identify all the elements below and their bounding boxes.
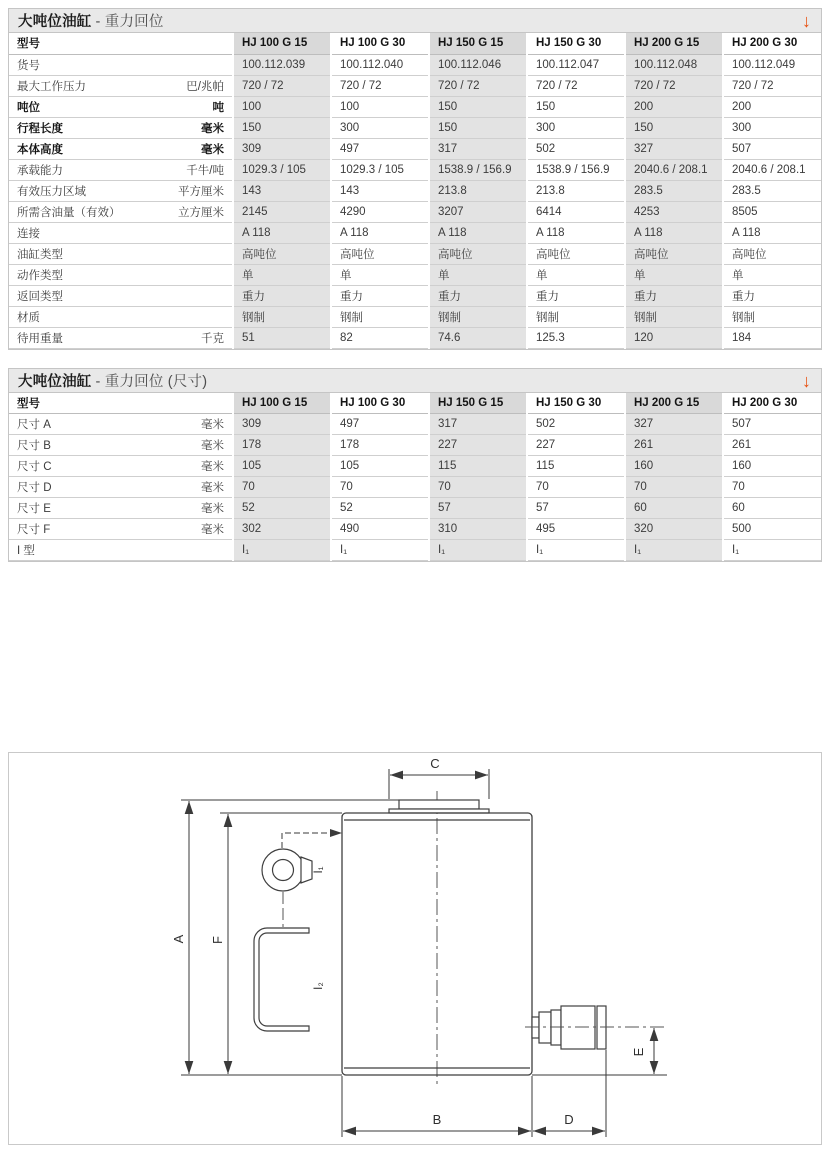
table-row xyxy=(9,96,821,117)
value-cell: 300 xyxy=(527,117,625,138)
value-cell: 重力 xyxy=(331,285,429,306)
value-cell: 单 xyxy=(331,264,429,285)
spec-table xyxy=(9,33,821,349)
value-cell: 261 xyxy=(625,435,723,456)
table-row xyxy=(9,327,821,348)
value-cell: 178 xyxy=(233,435,331,456)
table-row xyxy=(9,222,821,243)
row-label-cell xyxy=(9,180,233,201)
model-column-header: HJ 150 G 30 xyxy=(527,393,625,414)
value-cell: 74.6 xyxy=(429,327,527,348)
value-cell: 单 xyxy=(429,264,527,285)
row-label: 尺寸 A xyxy=(17,419,51,431)
down-arrow-icon[interactable]: ↓ xyxy=(802,11,811,31)
table-row xyxy=(9,201,821,222)
row-unit: 毫米 xyxy=(201,461,224,473)
table-row xyxy=(9,477,821,498)
value-cell: 70 xyxy=(527,477,625,498)
value-cell: 283.5 xyxy=(723,180,821,201)
value-cell: 高吨位 xyxy=(625,243,723,264)
row-label: 动作类型 xyxy=(17,269,63,282)
table-row xyxy=(9,540,821,561)
model-column-header: HJ 150 G 30 xyxy=(527,33,625,54)
row-label: 货号 xyxy=(17,59,40,72)
row-label: 最大工作压力 xyxy=(17,80,86,93)
section-title xyxy=(18,10,164,31)
row-unit: 立方厘米 xyxy=(178,206,224,219)
table-row xyxy=(9,264,821,285)
value-cell: 1029.3 / 105 xyxy=(233,159,331,180)
row-unit: 平方厘米 xyxy=(178,185,224,198)
model-column-header: HJ 200 G 15 xyxy=(625,393,723,414)
row-label-cell xyxy=(9,117,233,138)
value-cell: 105 xyxy=(233,456,331,477)
dim-C xyxy=(389,769,489,799)
value-cell: 钢制 xyxy=(233,306,331,327)
table-row xyxy=(9,138,821,159)
row-label-cell xyxy=(9,498,233,519)
value-cell: 150 xyxy=(429,96,527,117)
value-cell: A 118 xyxy=(331,222,429,243)
value-cell: 2145 xyxy=(233,201,331,222)
row-label: 行程长度 xyxy=(17,122,63,135)
row-label-cell xyxy=(9,519,233,540)
value-cell: 317 xyxy=(429,414,527,435)
model-column-header: HJ 100 G 15 xyxy=(233,393,331,414)
value-cell: 1538.9 / 156.9 xyxy=(429,159,527,180)
value-cell: 2040.6 / 208.1 xyxy=(723,159,821,180)
row-unit: 毫米 xyxy=(201,482,224,494)
value-cell: 720 / 72 xyxy=(723,75,821,96)
value-cell: 327 xyxy=(625,138,723,159)
spec-section-gravity-return xyxy=(8,8,822,350)
value-cell: 钢制 xyxy=(527,306,625,327)
table-row xyxy=(9,243,821,264)
value-cell: 重力 xyxy=(723,285,821,306)
value-cell: I₁ xyxy=(527,540,625,561)
value-cell: 720 / 72 xyxy=(527,75,625,96)
row-unit: 吨 xyxy=(212,101,224,114)
value-cell: 115 xyxy=(527,456,625,477)
section-header xyxy=(9,369,821,393)
value-cell: 302 xyxy=(233,519,331,540)
value-cell: A 118 xyxy=(527,222,625,243)
value-cell: 单 xyxy=(527,264,625,285)
row-label: 吨位 xyxy=(17,101,40,114)
value-cell: 143 xyxy=(233,180,331,201)
row-label: 承载能力 xyxy=(17,164,63,177)
value-cell: 143 xyxy=(331,180,429,201)
dim-label-E: E xyxy=(631,1047,646,1057)
value-cell: 高吨位 xyxy=(429,243,527,264)
value-cell: 70 xyxy=(233,477,331,498)
row-unit: 巴/兆帕 xyxy=(186,80,224,93)
value-cell: 2040.6 / 208.1 xyxy=(625,159,723,180)
row-label: 尺寸 E xyxy=(17,503,51,515)
value-cell: 310 xyxy=(429,519,527,540)
row-label-cell xyxy=(9,138,233,159)
dim-label-D: D xyxy=(564,1112,574,1127)
value-cell: 261 xyxy=(723,435,821,456)
row-unit: 毫米 xyxy=(201,122,224,135)
table-row xyxy=(9,519,821,540)
value-cell: 227 xyxy=(429,435,527,456)
row-unit: 千克 xyxy=(201,332,224,345)
value-cell: 钢制 xyxy=(723,306,821,327)
dim-label-A: A xyxy=(171,934,186,944)
value-cell: 497 xyxy=(331,138,429,159)
value-cell: 720 / 72 xyxy=(331,75,429,96)
cylinder-technical-drawing xyxy=(8,752,822,1145)
model-column-header: HJ 200 G 30 xyxy=(723,393,821,414)
carrying-handle xyxy=(254,928,309,1031)
value-cell: 70 xyxy=(723,477,821,498)
value-cell: 高吨位 xyxy=(527,243,625,264)
row-label: 尺寸 C xyxy=(17,461,52,473)
down-arrow-icon[interactable]: ↓ xyxy=(802,370,811,391)
value-cell: 227 xyxy=(527,435,625,456)
value-cell: 52 xyxy=(233,498,331,519)
value-cell: 213.8 xyxy=(527,180,625,201)
row-label-cell xyxy=(9,201,233,222)
model-header-cell: 型号 xyxy=(9,393,233,414)
row-label-cell xyxy=(9,540,233,561)
model-column-header: HJ 150 G 15 xyxy=(429,33,527,54)
value-cell: 1538.9 / 156.9 xyxy=(527,159,625,180)
value-cell: 309 xyxy=(233,138,331,159)
value-cell: 160 xyxy=(723,456,821,477)
value-cell: 高吨位 xyxy=(233,243,331,264)
value-cell: 184 xyxy=(723,327,821,348)
value-cell: 钢制 xyxy=(625,306,723,327)
lifting-eye xyxy=(262,849,312,891)
row-label-cell xyxy=(9,327,233,348)
value-cell: 150 xyxy=(429,117,527,138)
model-column-header: HJ 100 G 15 xyxy=(233,33,331,54)
row-label-cell xyxy=(9,159,233,180)
value-cell: 100.112.046 xyxy=(429,54,527,75)
model-column-header: HJ 150 G 15 xyxy=(429,393,527,414)
leader-arrow xyxy=(282,829,342,848)
row-label-cell xyxy=(9,243,233,264)
value-cell: 100 xyxy=(331,96,429,117)
row-label: 连接 xyxy=(17,227,40,240)
model-column-header: HJ 100 G 30 xyxy=(331,393,429,414)
table-row xyxy=(9,456,821,477)
value-cell: 120 xyxy=(625,327,723,348)
section-header xyxy=(9,9,821,33)
saddle-cap xyxy=(389,800,489,813)
row-unit: 毫米 xyxy=(201,440,224,452)
value-cell: 283.5 xyxy=(625,180,723,201)
row-label-cell xyxy=(9,75,233,96)
value-cell: 70 xyxy=(429,477,527,498)
row-label-cell xyxy=(9,222,233,243)
row-label: 尺寸 D xyxy=(17,482,52,494)
value-cell: A 118 xyxy=(723,222,821,243)
value-cell: 钢制 xyxy=(429,306,527,327)
row-label: 所需含油量（有效） xyxy=(17,206,121,219)
value-cell: 495 xyxy=(527,519,625,540)
value-cell: 重力 xyxy=(429,285,527,306)
value-cell: I₁ xyxy=(331,540,429,561)
dim-label-C: C xyxy=(430,756,440,771)
column-header-row xyxy=(9,33,821,54)
value-cell: 高吨位 xyxy=(331,243,429,264)
row-label: 本体高度 xyxy=(17,143,63,156)
row-label-cell xyxy=(9,285,233,306)
value-cell: 重力 xyxy=(233,285,331,306)
table-row xyxy=(9,435,821,456)
value-cell: A 118 xyxy=(233,222,331,243)
value-cell: 327 xyxy=(625,414,723,435)
value-cell: A 118 xyxy=(429,222,527,243)
section-title-rest: - 重力回位 xyxy=(95,14,164,30)
value-cell: 500 xyxy=(723,519,821,540)
value-cell: 重力 xyxy=(625,285,723,306)
value-cell: 60 xyxy=(625,498,723,519)
model-column-header: HJ 100 G 30 xyxy=(331,33,429,54)
value-cell: 720 / 72 xyxy=(625,75,723,96)
value-cell: I₁ xyxy=(625,540,723,561)
value-cell: I₁ xyxy=(429,540,527,561)
row-unit: 毫米 xyxy=(201,143,224,156)
row-label-cell xyxy=(9,414,233,435)
value-cell: 100.112.047 xyxy=(527,54,625,75)
row-label-cell xyxy=(9,264,233,285)
value-cell: 高吨位 xyxy=(723,243,821,264)
value-cell: 4290 xyxy=(331,201,429,222)
value-cell: I₁ xyxy=(233,540,331,561)
value-cell: 720 / 72 xyxy=(233,75,331,96)
value-cell: 115 xyxy=(429,456,527,477)
value-cell: 160 xyxy=(625,456,723,477)
cylinder-drawing-svg xyxy=(9,753,821,1144)
table-row xyxy=(9,117,821,138)
row-unit: 毫米 xyxy=(201,503,224,515)
row-label-cell xyxy=(9,96,233,117)
value-cell: 213.8 xyxy=(429,180,527,201)
value-cell: 507 xyxy=(723,138,821,159)
value-cell: 178 xyxy=(331,435,429,456)
column-header-row xyxy=(9,393,821,414)
value-cell: 100.112.040 xyxy=(331,54,429,75)
row-label: 有效压力区域 xyxy=(17,185,86,198)
table-row xyxy=(9,414,821,435)
value-cell: 150 xyxy=(527,96,625,117)
row-label: 待用重量 xyxy=(17,332,63,345)
value-cell: 57 xyxy=(527,498,625,519)
value-cell: 4253 xyxy=(625,201,723,222)
model-column-header: HJ 200 G 15 xyxy=(625,33,723,54)
value-cell: 重力 xyxy=(527,285,625,306)
row-unit: 千牛/吨 xyxy=(186,164,224,177)
value-cell: 150 xyxy=(625,117,723,138)
row-label: 油缸类型 xyxy=(17,248,63,261)
value-cell: 8505 xyxy=(723,201,821,222)
table-row xyxy=(9,180,821,201)
dimensions-table xyxy=(9,393,821,562)
value-cell: 317 xyxy=(429,138,527,159)
row-unit: 毫米 xyxy=(201,419,224,431)
value-cell: 60 xyxy=(723,498,821,519)
row-label-cell xyxy=(9,54,233,75)
value-cell: 200 xyxy=(625,96,723,117)
value-cell: 490 xyxy=(331,519,429,540)
row-label-cell xyxy=(9,456,233,477)
table-row xyxy=(9,54,821,75)
table-row xyxy=(9,159,821,180)
value-cell: 52 xyxy=(331,498,429,519)
value-cell: 单 xyxy=(625,264,723,285)
value-cell: 6414 xyxy=(527,201,625,222)
dim-label-F: F xyxy=(210,936,225,944)
value-cell: 100.112.039 xyxy=(233,54,331,75)
value-cell: 502 xyxy=(527,414,625,435)
row-label: 尺寸 B xyxy=(17,440,51,452)
value-cell: 320 xyxy=(625,519,723,540)
value-cell: 497 xyxy=(331,414,429,435)
label-I1: I₁ xyxy=(313,866,325,874)
table-row xyxy=(9,285,821,306)
value-cell: 3207 xyxy=(429,201,527,222)
value-cell: 钢制 xyxy=(331,306,429,327)
value-cell: 57 xyxy=(429,498,527,519)
value-cell: 300 xyxy=(331,117,429,138)
value-cell: 200 xyxy=(723,96,821,117)
row-label: I 型 xyxy=(17,545,35,557)
row-label: 返回类型 xyxy=(17,290,63,303)
table-row xyxy=(9,498,821,519)
value-cell: 70 xyxy=(625,477,723,498)
label-I2: I₂ xyxy=(313,982,325,990)
value-cell: 100 xyxy=(233,96,331,117)
row-unit: 毫米 xyxy=(201,524,224,536)
section-title-bold: 大吨位油缸 xyxy=(18,14,92,30)
value-cell: 300 xyxy=(723,117,821,138)
value-cell: A 118 xyxy=(625,222,723,243)
dim-label-B: B xyxy=(432,1112,442,1127)
row-label: 尺寸 F xyxy=(17,524,51,536)
value-cell: I₁ xyxy=(723,540,821,561)
value-cell: 100.112.049 xyxy=(723,54,821,75)
row-label-cell xyxy=(9,306,233,327)
value-cell: 100.112.048 xyxy=(625,54,723,75)
section-title-rest: - 重力回位 (尺寸) xyxy=(95,373,208,390)
model-header-cell: 型号 xyxy=(9,33,233,54)
value-cell: 1029.3 / 105 xyxy=(331,159,429,180)
section-title-bold: 大吨位油缸 xyxy=(18,373,92,390)
value-cell: 502 xyxy=(527,138,625,159)
row-label-cell xyxy=(9,477,233,498)
model-column-header: HJ 200 G 30 xyxy=(723,33,821,54)
value-cell: 105 xyxy=(331,456,429,477)
value-cell: 70 xyxy=(331,477,429,498)
row-label: 材质 xyxy=(17,311,40,324)
value-cell: 51 xyxy=(233,327,331,348)
value-cell: 507 xyxy=(723,414,821,435)
value-cell: 单 xyxy=(723,264,821,285)
row-label-cell xyxy=(9,435,233,456)
section-title xyxy=(18,370,207,391)
spec-section-dimensions xyxy=(8,368,822,563)
table-row xyxy=(9,306,821,327)
value-cell: 720 / 72 xyxy=(429,75,527,96)
value-cell: 150 xyxy=(233,117,331,138)
value-cell: 单 xyxy=(233,264,331,285)
value-cell: 125.3 xyxy=(527,327,625,348)
value-cell: 309 xyxy=(233,414,331,435)
table-row xyxy=(9,75,821,96)
value-cell: 82 xyxy=(331,327,429,348)
